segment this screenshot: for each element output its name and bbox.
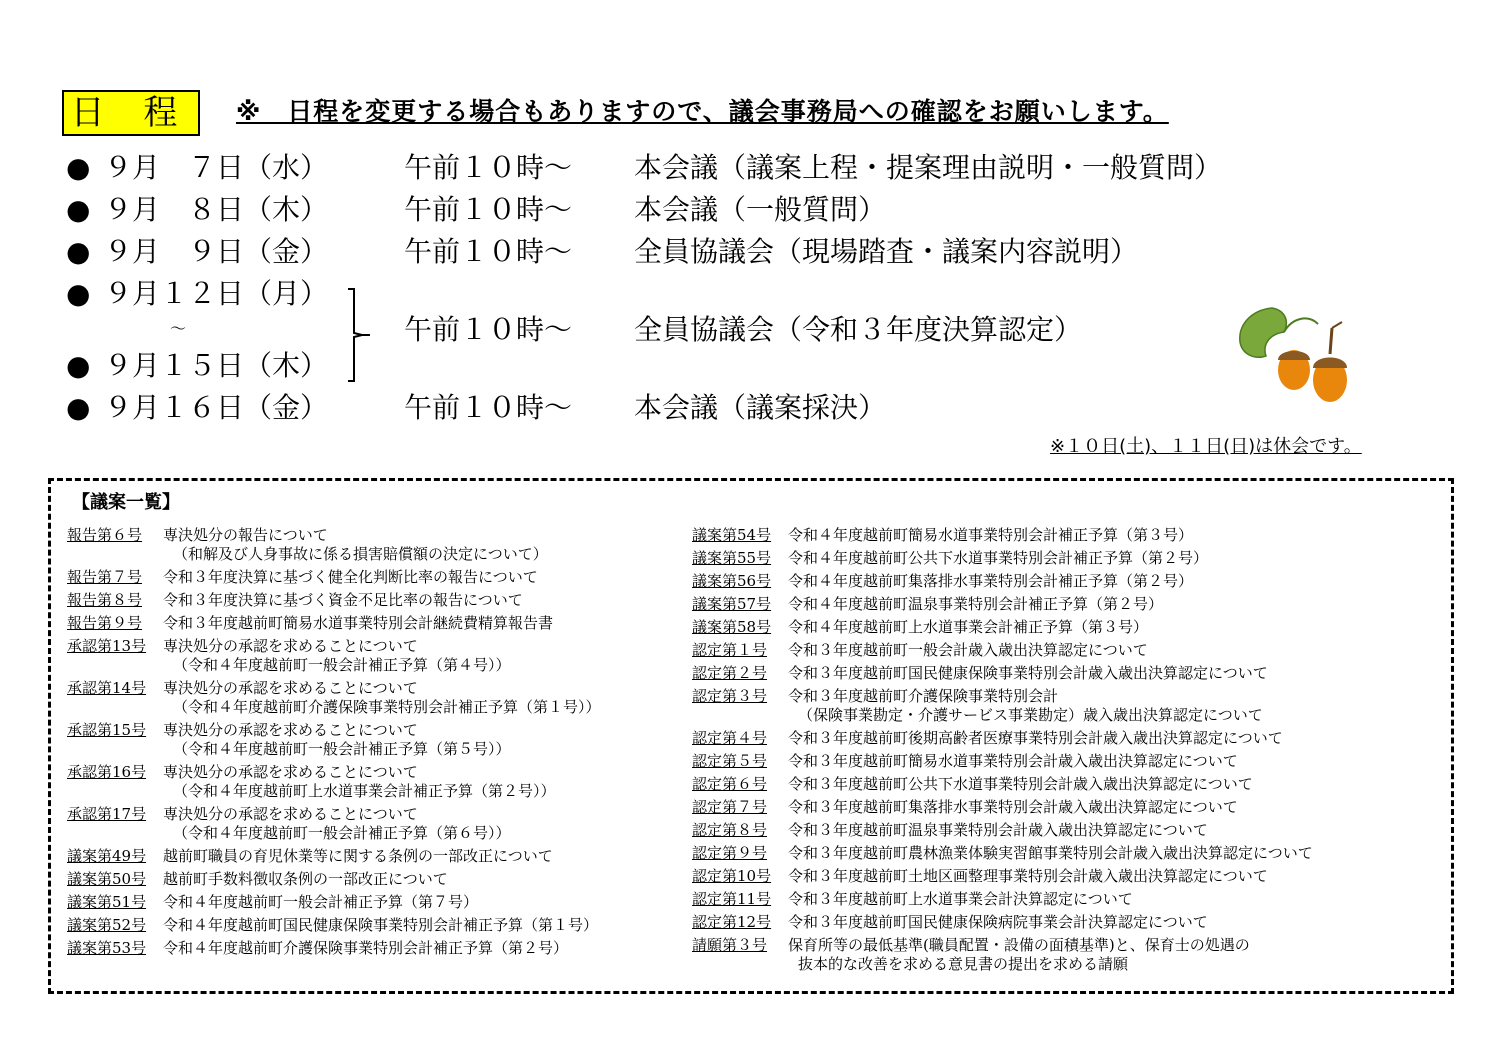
bill-title: 令和３年度越前町土地区画整理事業特別会計歳入歳出決算認定について [788,867,1268,885]
schedule-time: 午前１０時～ [404,313,573,346]
bill-item [692,890,1313,909]
schedule-time: 午前１０時～ [404,391,573,424]
bill-title: 専決処分の承認を求めることについて [163,637,418,655]
schedule-date: ９月１６日（金） [104,391,329,424]
bill-item [692,775,1313,794]
bullet-icon: ● [66,193,91,226]
bill-number: 議案第52号 [67,916,147,934]
bill-item [692,664,1313,683]
bill-title: 越前町手数料徴収条例の一部改正について [163,870,448,888]
bill-number: 議案第58号 [692,618,772,636]
bill-title: 令和３年度越前町簡易水道事業特別会計継続費精算報告書 [163,614,554,632]
range-tilde: ～ [170,319,187,338]
holiday-note: ※１０日(土)、１１日(日)は休会です。 [1050,436,1362,457]
schedule-date: ９月１５日（木） [104,349,329,382]
bill-title: 専決処分の承認を求めることについて [163,679,418,697]
bill-item [67,870,601,889]
bill-number: 認定第８号 [692,821,768,839]
bill-number: 認定第９号 [692,844,768,862]
bill-item [67,591,601,610]
bill-subtitle: （和解及び人身事故に係る損害賠償額の決定について） [173,545,548,563]
bill-title: 令和３年度越前町簡易水道事業特別会計歳入歳出決算認定について [788,752,1238,770]
bill-number: 認定第10号 [692,867,772,885]
bill-title: 専決処分の承認を求めることについて [163,805,418,823]
schedule-desc: 全員協議会（現場踏査・議案内容説明） [634,235,1139,268]
schedule-date: ９月 ８日（木） [104,193,329,226]
bill-number: 議案第57号 [692,595,772,613]
schedule-date: ９月 ９日（金） [104,235,329,268]
bill-number: 認定第７号 [692,798,768,816]
bill-title: 越前町職員の育児休業等に関する条例の一部改正について [163,847,553,865]
bill-title: 令和３年度決算に基づく健全化判断比率の報告について [163,568,538,586]
bullet-icon: ● [66,277,91,310]
bill-item [67,637,601,675]
schedule-desc: 本会議（一般質問） [634,193,887,226]
bullet-icon: ● [66,235,91,268]
bill-number: 議案第51号 [67,893,147,911]
bill-title: 令和４年度越前町公共下水道事業特別会計補正予算（第２号） [788,549,1209,567]
bill-number: 承認第17号 [67,805,147,823]
page-title: 日 程 [62,90,200,136]
bill-number: 報告第９号 [67,614,143,632]
bill-title: 令和３年度越前町後期高齢者医療事業特別会計歳入歳出決算認定について [788,729,1283,747]
bill-title: 令和３年度越前町集落排水事業特別会計歳入歳出決算認定について [788,798,1238,816]
bill-title: 令和４年度越前町簡易水道事業特別会計補正予算（第３号） [788,526,1194,544]
bill-title: 令和３年度決算に基づく資金不足比率の報告について [163,591,523,609]
bill-number: 議案第55号 [692,549,772,567]
bill-item [692,913,1313,932]
bill-item [67,526,601,564]
bill-item [67,805,601,843]
bill-number: 議案第49号 [67,847,147,865]
bill-title: 令和３年度越前町温泉事業特別会計歳入歳出決算認定について [788,821,1208,839]
bill-item [692,844,1313,863]
bill-number: 認定第11号 [692,890,772,908]
bill-title: 令和３年度越前町介護保険事業特別会計 [788,687,1059,705]
bill-subtitle: （保険事業勘定・介護サービス事業勘定）歳入歳出決算認定について [798,706,1263,724]
bullet-icon: ● [66,349,91,382]
schedule-time: 午前１０時～ [404,193,573,226]
bill-item [692,729,1313,748]
bill-title: 令和４年度越前町国民健康保険事業特別会計補正予算（第１号） [163,916,599,934]
acorn-icon [1232,298,1362,408]
bill-number: 請願第３号 [692,936,768,954]
bill-subtitle: （令和４年度越前町一般会計補正予算（第４号）） [173,656,511,674]
bill-number: 承認第13号 [67,637,147,655]
bill-item [67,763,601,801]
schedule-date: ９月 ７日（水） [104,151,329,184]
bill-subtitle: （令和４年度越前町一般会計補正予算（第５号）） [173,740,511,758]
bill-number: 認定第４号 [692,729,768,747]
bill-title: 専決処分の報告について [163,526,328,544]
bill-item [692,595,1313,614]
notice-text: ※ 日程を変更する場合もありますので、議会事務局への確認をお願いします。 [236,97,1169,126]
bill-title: 保育所等の最低基準(職員配置・設備の面積基準)と、保育士の処遇の [788,936,1250,954]
bill-subtitle: （令和４年度越前町介護保険事業特別会計補正予算（第１号）） [173,698,601,716]
schedule-date: ９月１２日（月） [104,277,329,310]
bill-number: 認定第12号 [692,913,772,931]
bill-subtitle: 抜本的な改善を求める意見書の提出を求める請願 [798,955,1129,973]
schedule-desc: 全員協議会（令和３年度決算認定） [634,313,1083,346]
bill-item [67,916,601,935]
schedule-desc: 本会議（議案採決） [634,391,887,424]
bill-item [692,572,1313,591]
bill-number: 議案第50号 [67,870,147,888]
bill-number: 承認第15号 [67,721,147,739]
bill-title: 専決処分の承認を求めることについて [163,721,418,739]
bill-title: 令和４年度越前町一般会計補正予算（第７号） [163,893,479,911]
bill-title: 令和３年度越前町国民健康保険事業特別会計歳入歳出決算認定について [788,664,1268,682]
bill-title: 令和４年度越前町介護保険事業特別会計補正予算（第２号） [163,939,569,957]
bill-number: 承認第16号 [67,763,147,781]
bill-item [67,893,601,912]
bill-number: 承認第14号 [67,679,147,697]
bill-number: 認定第１号 [692,641,768,659]
bill-subtitle: （令和４年度越前町上水道事業会計補正予算（第２号）） [173,782,556,800]
bill-item [692,526,1313,545]
bill-subtitle: （令和４年度越前町一般会計補正予算（第６号）） [173,824,511,842]
bill-item [692,549,1313,568]
bill-title: 令和４年度越前町温泉事業特別会計補正予算（第２号） [788,595,1164,613]
bill-number: 報告第８号 [67,591,143,609]
bill-item [692,798,1313,817]
bill-title: 専決処分の承認を求めることについて [163,763,418,781]
bill-item [692,641,1313,660]
bill-item [692,752,1313,771]
bills-column-right [692,526,1313,978]
schedule-time: 午前１０時～ [404,235,573,268]
bill-title: 令和４年度越前町上水道事業会計補正予算（第３号） [788,618,1149,636]
bill-item [692,867,1313,886]
bill-title: 令和３年度越前町上水道事業会計決算認定について [788,890,1133,908]
schedule-time: 午前１０時～ [404,151,573,184]
bill-number: 認定第６号 [692,775,768,793]
bullet-icon: ● [66,151,91,184]
bill-title: 令和４年度越前町集落排水事業特別会計補正予算（第２号） [788,572,1194,590]
bills-column-left [67,526,601,962]
bill-number: 議案第53号 [67,939,147,957]
bill-item [692,936,1313,974]
bill-number: 議案第56号 [692,572,772,590]
bill-title: 令和３年度越前町一般会計歳入歳出決算認定について [788,641,1148,659]
bill-item [67,679,601,717]
bill-item [67,939,601,958]
bill-title: 令和３年度越前町国民健康保険病院事業会計決算認定について [788,913,1208,931]
bill-item [692,687,1313,725]
bill-item [692,618,1313,637]
bill-number: 認定第２号 [692,664,768,682]
bill-item [67,568,601,587]
bill-number: 認定第３号 [692,687,768,705]
bill-number: 議案第54号 [692,526,772,544]
bill-number: 報告第７号 [67,568,143,586]
bill-number: 認定第５号 [692,752,768,770]
bullet-icon: ● [66,391,91,424]
bill-title: 令和３年度越前町農林漁業体験実習館事業特別会計歳入歳出決算認定について [788,844,1313,862]
schedule-desc: 本会議（議案上程・提案理由説明・一般質問） [634,151,1223,184]
bill-title: 令和３年度越前町公共下水道事業特別会計歳入歳出決算認定について [788,775,1253,793]
bill-number: 報告第６号 [67,526,143,544]
bill-item [67,614,601,633]
bill-item [67,721,601,759]
bills-heading: 【議案一覧】 [72,492,180,513]
bill-item [67,847,601,866]
bill-item [692,821,1313,840]
range-brace-icon [346,287,372,383]
